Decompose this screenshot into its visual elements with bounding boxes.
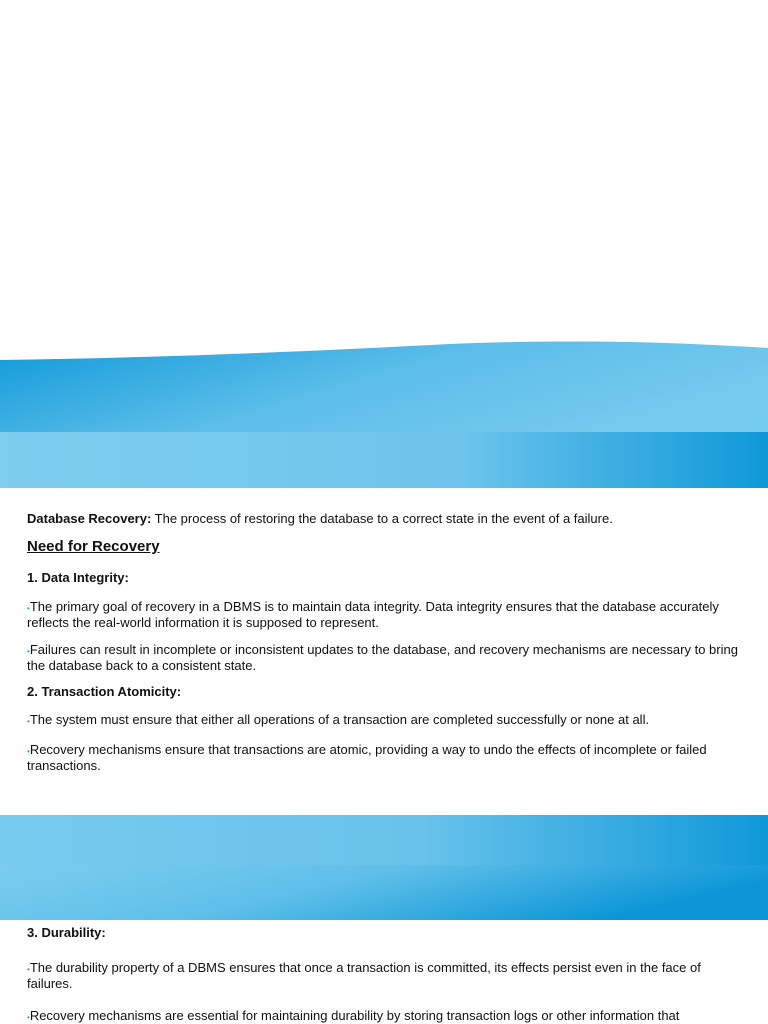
list-item [27,713,739,729]
point-text: The durability property of a DBMS ensures that once a transaction is committed, its effects persist even in the face of failures. [27,960,701,991]
list-item [27,743,739,773]
section-3-title-block [27,926,739,940]
point-text: Recovery mechanisms are essential for maintaining durability by storing transaction logs or other information that [29,1008,680,1023]
point-text: Recovery mechanisms ensure that transactions are atomic, providing a way to undo the effects of incomplete or failed transactions. [27,742,707,773]
section-title: 3. Durability: [27,925,106,940]
top-wave-banner [0,340,768,488]
bullet-icon: • [27,604,30,613]
bullet-icon: • [27,965,30,974]
section-2-point-2 [27,743,739,773]
definition-line [27,512,739,526]
point-text: The system must ensure that either all operations of a transaction are completed successfully or none at all. [29,712,650,727]
middle-wave-graphic [0,815,768,920]
bullet-icon: • [27,717,30,726]
section-2-title-block [27,685,739,699]
bullet-icon: • [27,647,30,656]
definition-term: Database Recovery: [27,511,152,526]
point-text: The primary goal of recovery in a DBMS is to maintain data integrity. Data integrity ensures that the database accurately reflects the real-world information it is supposed to represent. [27,599,719,630]
list-item [27,643,739,673]
section-1-point-2 [27,643,739,673]
bullet-icon: • [27,1013,30,1022]
section-heading: Need for Recovery [27,538,160,555]
point-text: Failures can result in incomplete or inconsistent updates to the database, and recovery mechanisms are necessary to bring the database back to a consistent state. [27,642,738,673]
list-item [27,600,739,630]
list-item [27,961,739,991]
section-title: 2. Transaction Atomicity: [27,684,182,699]
content-block-1 [27,512,739,526]
section-3-point-1 [27,961,739,991]
list-item [27,1009,739,1024]
section-3-point-2 [27,1009,739,1024]
section-2-point-1 [27,713,739,729]
middle-wave-banner [0,815,768,920]
definition-text: The process of restoring the database to a correct state in the event of a failure. [151,511,613,526]
bullet-icon: • [27,747,30,756]
section-1-point-1 [27,600,739,630]
section-1-title-block [27,571,739,585]
top-wave-graphic [0,340,768,488]
heading-block [27,540,739,554]
section-title: 1. Data Integrity: [27,570,129,585]
